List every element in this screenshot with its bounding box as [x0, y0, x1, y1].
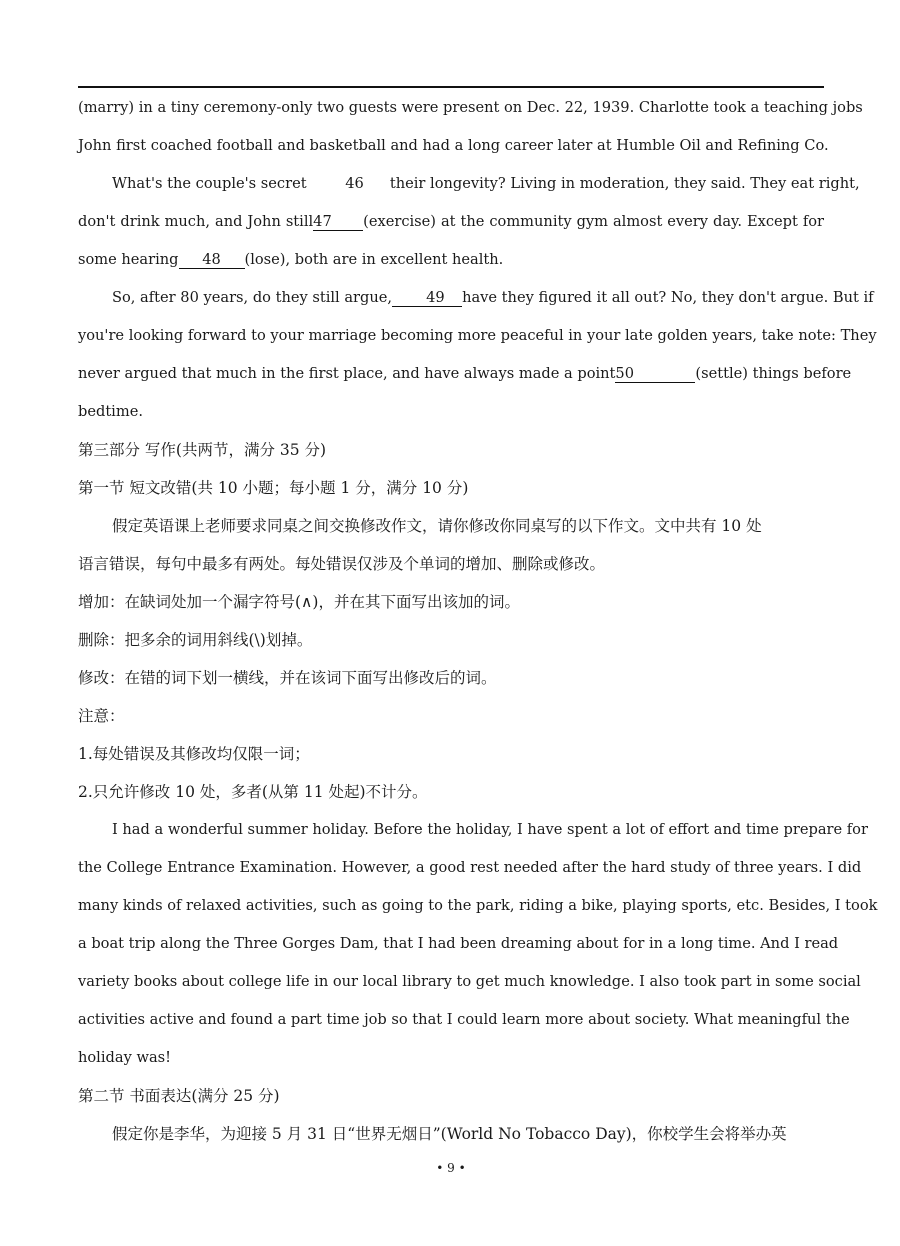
note-heading: 注意：: [78, 707, 125, 725]
note-item: 1.每处错误及其修改均仅限一词；: [78, 745, 310, 763]
passage-text: have they figured it all out? No, they don't argue. But if: [462, 289, 874, 306]
passage-line: [78, 211, 824, 233]
instruction-delete: 删除：把多余的词用斜线(\)划掉。: [78, 631, 313, 649]
essay-line: variety books about college life in our local library to get much knowledge. I also took part in some social: [78, 973, 861, 990]
passage-text: (lose), both are in excellent health.: [244, 251, 504, 268]
instruction-line: 假定英语课上老师要求同桌之间交换修改作文，请你修改你同桌写的以下作文。文中共有 10 处: [112, 517, 762, 535]
passage-text: So, after 80 years, do they still argue,: [112, 289, 393, 306]
essay-line: many kinds of relaxed activities, such as going to the park, riding a bike, playing sports, etc. Besides, I took: [78, 897, 878, 914]
passage-line: [78, 249, 824, 271]
essay-line: a boat trip along the Three Gorges Dam, that I had been dreaming about for in a long time. And I read: [78, 935, 839, 952]
blank-49: 49: [392, 290, 462, 307]
page-number: • 9 •: [436, 1161, 466, 1175]
passage-line: [78, 287, 874, 309]
passage-text: their longevity? Living in moderation, they said. They eat right,: [389, 175, 860, 192]
section-heading: 第三部分 写作(共两节，满分 35 分): [78, 441, 327, 459]
instruction-line: 语言错误，每句中最多有两处。每处错误仅涉及个单词的增加、删除或修改。: [78, 555, 606, 573]
passage-line: [78, 173, 860, 195]
passage-line: bedtime.: [78, 403, 143, 420]
passage-line: [78, 363, 852, 385]
passage-line: John first coached football and basketball and had a long career later at Humble Oil and Refining Co.: [78, 137, 829, 154]
document-page: [78, 0, 878, 1246]
essay-line: I had a wonderful summer holiday. Before the holiday, I have spent a lot of effort and time prepare for: [112, 821, 868, 838]
note-item: 2.只允许修改 10 处，多者(从第 11 处起)不计分。: [78, 783, 428, 801]
essay-line: holiday was!: [78, 1049, 171, 1066]
passage-text: (exercise) at the community gym almost every day. Except for: [363, 213, 824, 230]
passage-text: some hearing: [78, 251, 179, 268]
blank-47: 47: [313, 214, 363, 231]
blank-46: 46: [345, 175, 364, 192]
essay-line: the College Entrance Examination. However, a good rest needed after the hard study of three years. I did: [78, 859, 862, 876]
passage-line: (marry) in a tiny ceremony-only two guests were present on Dec. 22, 1939. Charlotte took a teaching jobs: [78, 99, 863, 116]
prompt-line: 假定你是李华，为迎接 5 月 31 日“世界无烟日”(World No Tobacco Day)，你校学生会将举办英: [112, 1125, 787, 1143]
essay-line: activities active and found a part time job so that I could learn more about society. What meaningful the: [78, 1011, 850, 1028]
passage-text: don't drink much, and John still: [78, 213, 314, 230]
subsection-heading: 第二节 书面表达(满分 25 分): [78, 1087, 280, 1105]
instruction-add: 增加：在缺词处加一个漏字符号(∧)，并在其下面写出该加的词。: [78, 593, 520, 611]
instruction-modify: 修改：在错的词下划一横线，并在该词下面写出修改后的词。: [78, 669, 497, 687]
passage-text: What's the couple's secret: [112, 175, 307, 192]
subsection-heading: 第一节 短文改错(共 10 小题；每小题 1 分，满分 10 分): [78, 479, 469, 497]
top-rule: [78, 86, 824, 88]
passage-line: you're looking forward to your marriage becoming more peaceful in your late golden years, take note: They: [78, 327, 877, 344]
passage-text: (settle) things before: [695, 365, 852, 382]
passage-text: never argued that much in the first place, and have always made a point: [78, 365, 616, 382]
blank-50: 50: [615, 366, 695, 383]
blank-48: 48: [179, 252, 245, 269]
